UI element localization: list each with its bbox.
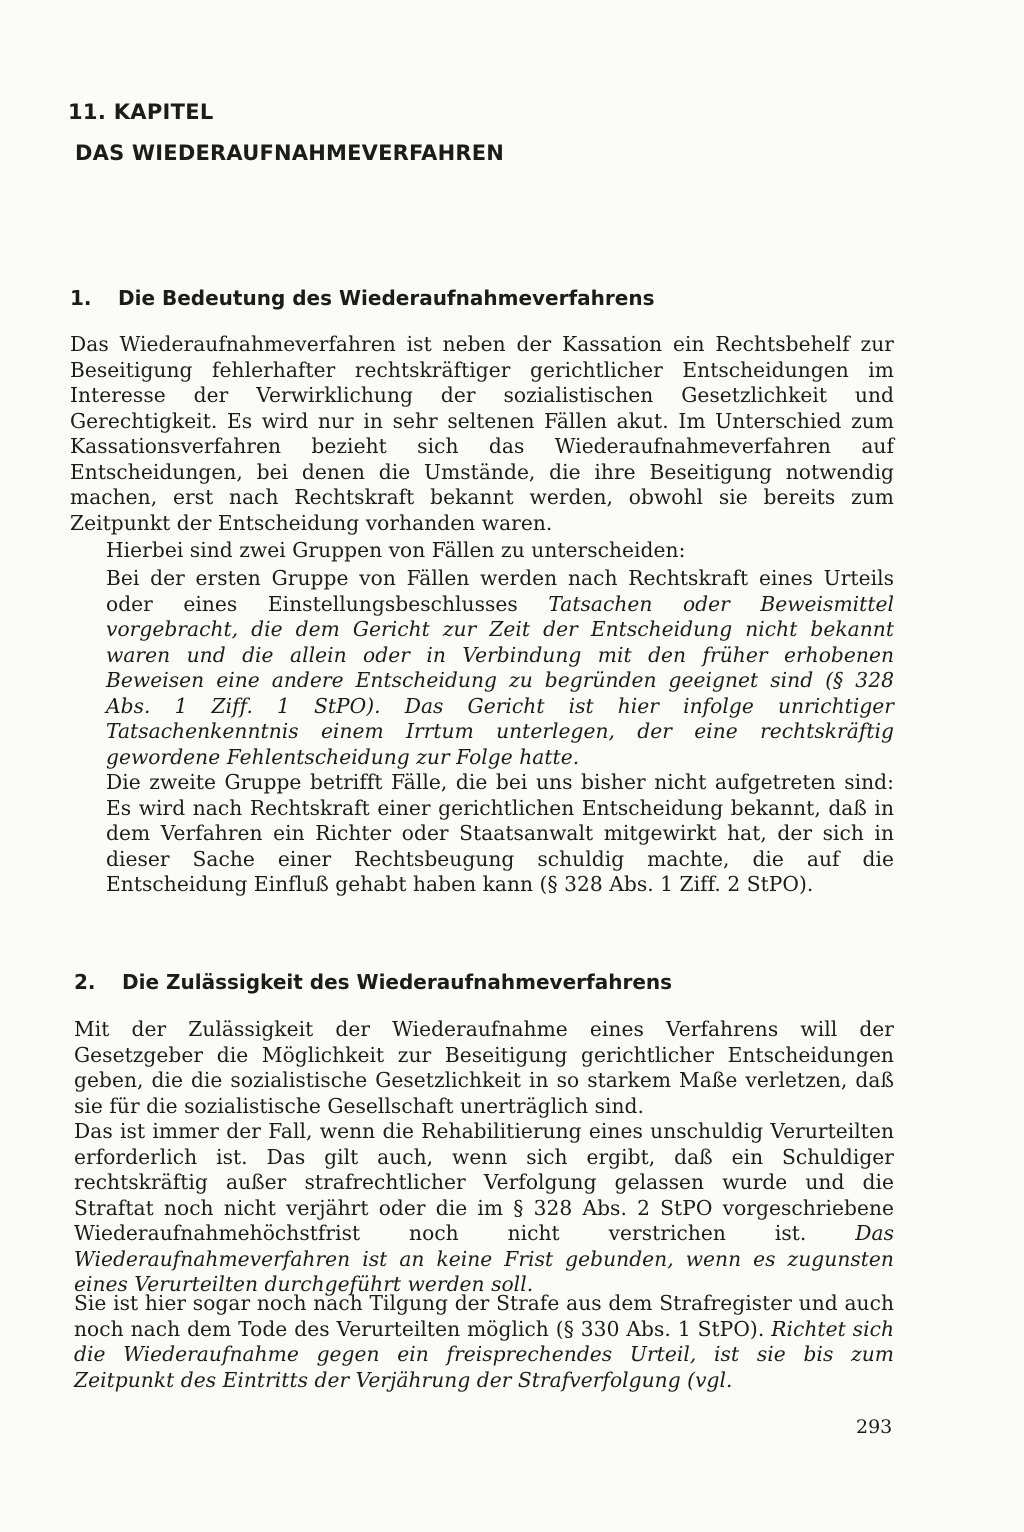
section-1-paragraph-3: [106, 566, 894, 770]
section-2-paragraph-2-text: Das ist immer der Fall, wenn die Rehabilitierung eines unschuldig Verurteilten erforderlich ist. Das gilt auch, wenn sich ergibt, daß ein Schuldiger rechtskräftig außer strafrechtlicher Verfolgung gelassen wurde und die Straftat noch nicht verjährt oder die im § 328 Abs. 2 StPO vorgeschriebene Wiederaufnahmehöchstfrist noch nicht verstrichen ist.: [74, 1119, 894, 1245]
section-1-title: Die Bedeutung des Wiederaufnahmeverfahrens: [118, 286, 655, 310]
page-number: 293: [856, 1416, 893, 1438]
chapter-title: DAS WIEDERAUFNAHMEVERFAHREN: [75, 141, 505, 165]
section-1-paragraph-2: Hierbei sind zwei Gruppen von Fällen zu unterscheiden:: [106, 538, 686, 562]
chapter-number: 11. KAPITEL: [68, 100, 214, 124]
section-2-paragraph-3-text: Sie ist hier sogar noch nach Tilgung der Strafe aus dem Strafregister und auch noch nach dem Tode des Verurteilten möglich (§ 330 Abs. 1 StPO).: [74, 1291, 894, 1341]
section-1-paragraph-1: Das Wiederaufnahmeverfahren ist neben der Kassation ein Rechtsbehelf zur Beseitigung fehlerhafter rechtskräftiger gerichtlicher Entscheidungen im Interesse der Verwirklichung der sozialistischen Gesetzlichkeit und Gerechtigkeit. Es wird nur in sehr seltenen Fällen akut. Im Unterschied zum Kassationsverfahren bezieht sich das Wiederaufnahmeverfahren auf Entscheidungen, bei denen die Umstände, die ihre Beseitigung notwendig machen, erst nach Rechtskraft bekannt werden, obwohl sie bereits zum Zeitpunkt der Entscheidung vorhanden waren.: [70, 332, 894, 535]
section-1-paragraph-3-text: Bei der ersten Gruppe von Fällen werden nach Rechtskraft eines Urteils oder eines Einstellungsbeschlusses: [106, 566, 894, 616]
section-2-paragraph-1: Mit der Zulässigkeit der Wiederaufnahme eines Verfahrens will der Gesetzgeber die Möglichkeit zur Beseitigung gerichtlicher Entscheidungen geben, die die sozialistische Gesetzlichkeit in so starkem Maße verletzen, daß sie für die sozialistische Gesellschaft unerträglich sind.: [74, 1017, 894, 1118]
section-1-paragraph-4: Die zweite Gruppe betrifft Fälle, die bei uns bisher nicht aufgetreten sind: Es wird nach Rechtskraft einer gerichtlichen Entscheidung bekannt, daß in dem Verfahren ein Richter oder Staatsanwalt mitgewirkt hat, der sich in dieser Sache einer Rechtsbeugung schuldig machte, die auf die Entscheidung Einfluß gehabt haben kann (§ 328 Abs. 1 Ziff. 2 StPO).: [106, 770, 894, 896]
section-2-paragraph-4-italic: Richtet sich die Wiederaufnahme gegen ein freisprechendes Urteil, ist sie bis zum Zeitpunkt des Eintritts der Verjährung der Strafverfolgung (vgl.: [74, 1316, 894, 1392]
section-2-paragraph-2-italic: Das Wiederaufnahmeverfahren ist an keine Frist gebunden, wenn es zugunsten eines Verurteilten durchgeführt werden soll.: [74, 1221, 894, 1296]
section-1-paragraph-3-italic: Tatsachen oder Beweismittel vorgebracht, die dem Gericht zur Zeit der Entscheidung nicht bekannt waren und die allein oder in Verbindung mit den früher erhobenen Beweisen eine andere Entscheidung zu begründen geeignet sind (§ 328 Abs. 1 Ziff. 1 StPO). Das Gericht ist hier infolge unrichtiger Tatsachenkenntnis einem Irrtum unterlegen, der eine rechtskräftig gewordene Fehlentscheidung zur Folge hatte.: [106, 591, 894, 769]
section-2-title: Die Zulässigkeit des Wiederaufnahmeverfahrens: [122, 970, 673, 994]
section-2-paragraph-3: [74, 1291, 894, 1393]
section-2-paragraph-2: [74, 1119, 894, 1298]
section-1-heading: [70, 286, 654, 310]
section-1-number: 1.: [70, 286, 92, 310]
section-2-heading: [74, 970, 672, 994]
section-2-number: 2.: [74, 970, 96, 994]
